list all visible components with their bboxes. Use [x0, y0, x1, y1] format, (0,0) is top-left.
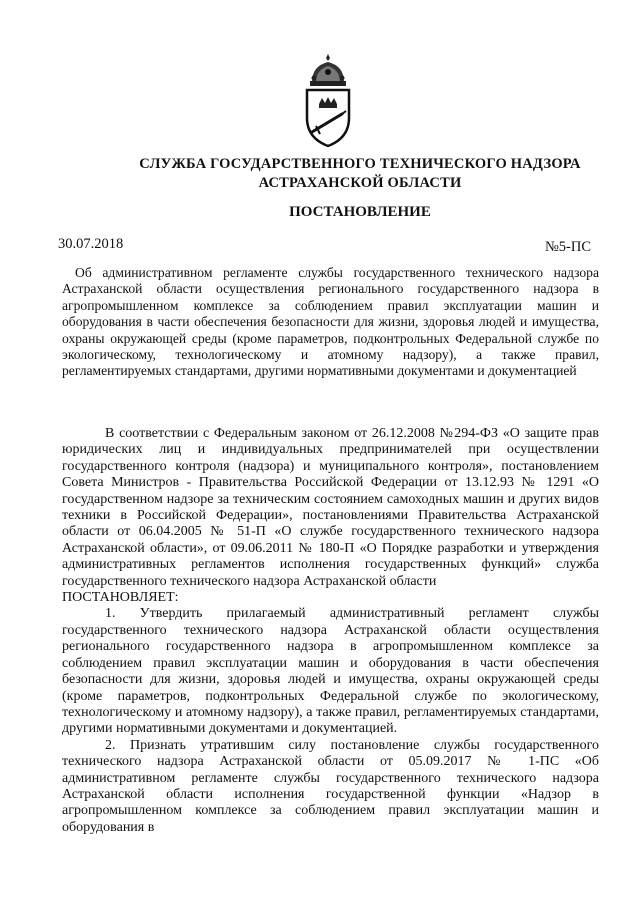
- preamble-paragraph: В соответствии с Федеральным законом от 26.12.2008 №294-ФЗ «О защите прав юридических лиц и индивидуальных предпринимателей при осуществлении государственного контроля (надзора) и муниципального контроля», постановлением Совета Министров - Правительства Российской Федерации от 13.12.93 № 1291 «О государственном надзоре за техническим состоянием самоходных машин и других видов техники в Российской Федерации», постановлениями Правительства Астраханской области от 06.04.2005 № 51-П «О службе государственного технического надзора Астраханской области», от 09.06.2011 № 180-П «О Порядке разработки и утверждения административных регламентов исполнения государственных функций» служба государственного технического надзора Астраханской области: [62, 426, 599, 589]
- document-type: ПОСТАНОВЛЕНИЕ: [289, 204, 431, 220]
- organization-name-line2: АСТРАХАНСКОЙ ОБЛАСТИ: [258, 175, 462, 191]
- document-body: [62, 426, 599, 836]
- document-date: 30.07.2018: [58, 236, 124, 252]
- document-number: №5-ПС: [544, 239, 591, 255]
- astrakhan-coat-of-arms-icon: [298, 52, 358, 150]
- item-2-paragraph: 2. Признать утратившим силу постановление службы государственного технического надзора Астраханской области от 05.09.2017 № 1-ПС «Об административном регламенте службы государственного технического надзора Астраханской области исполнения государственной функции «Надзор в агропромышленном комплексе за соблюдением правил эксплуатации машин и оборудования в: [62, 737, 599, 835]
- item-1-paragraph: 1. Утвердить прилагаемый административный регламент службы государственного технического надзора Астраханской области осуществления регионального государственного надзора в агропромышленном комплексе за соблюдением правил эксплуатации машин и оборудования в части обеспечения безопасности для жизни, здоровья людей и имущества, охраны окружающей среды (кроме параметров, подконтрольных Федеральной службе по экологическому, технологическому и атомному надзору), а также правил, регламентируемых стандартами, другими нормативными документами и документацией.: [62, 606, 599, 737]
- organization-name-line1: СЛУЖБА ГОСУДАРСТВЕННОГО ТЕХНИЧЕСКОГО НАДЗОРА: [139, 156, 581, 172]
- decree-heading: ПОСТАНОВЛЯЕТ:: [62, 590, 179, 606]
- subject-text: Об административном регламенте службы государственного технического надзора Астраханской области осуществления регионального государственного надзора в агропромышленном комплексе за соблюдением правил эксплуатации машин и оборудования в части обеспечения безопасности для жизни, здоровья людей и имущества, охраны окружающей среды (кроме параметров, подконтрольных Федеральной службе по экологическому, технологическому и атомному надзору), а также правил, регламентируемых стандартами, другими нормативными документами и документацией: [62, 265, 599, 379]
- document-subject: [62, 265, 599, 380]
